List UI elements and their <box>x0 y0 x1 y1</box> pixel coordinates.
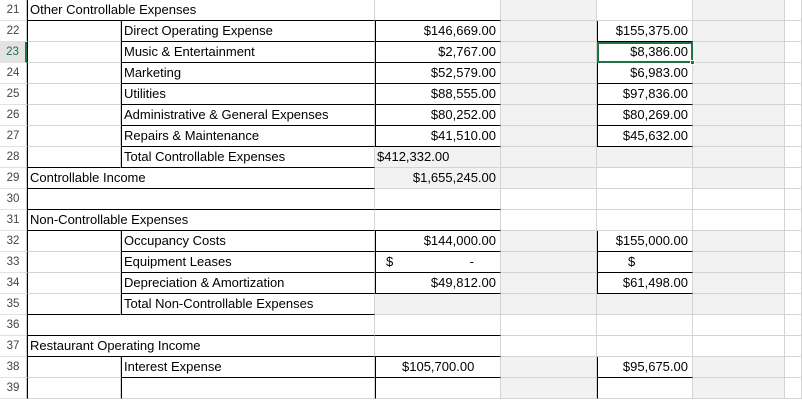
cell-f22[interactable] <box>693 21 785 42</box>
cell-a25[interactable] <box>27 84 121 105</box>
row-22 <box>27 21 802 42</box>
row-34 <box>27 273 802 294</box>
cell-b25[interactable]: Utilities <box>121 84 375 105</box>
fill-handle[interactable] <box>690 60 695 65</box>
row-26 <box>27 105 802 126</box>
row-29 <box>27 168 802 189</box>
cell-c27[interactable]: $41,510.00 <box>375 126 501 147</box>
row-28 <box>27 147 802 168</box>
cell-f34[interactable] <box>693 273 785 294</box>
cell-a36[interactable] <box>27 315 375 336</box>
cell-c29[interactable]: $1,655,245.00 <box>375 168 501 189</box>
row-header-38[interactable]: 38 <box>0 357 27 378</box>
cell-c33[interactable] <box>375 252 501 273</box>
row-header-22[interactable]: 22 <box>0 21 27 42</box>
cell-e26[interactable]: $80,269.00 <box>597 105 693 126</box>
cell-c34[interactable]: $49,812.00 <box>375 273 501 294</box>
cell-e29[interactable] <box>597 168 693 189</box>
cell-d29[interactable] <box>501 168 597 189</box>
cell-a33[interactable] <box>27 252 121 273</box>
row-header-29[interactable]: 29 <box>0 168 27 189</box>
cell-e25[interactable]: $97,836.00 <box>597 84 693 105</box>
row-25 <box>27 84 802 105</box>
cell-g38[interactable] <box>785 357 802 378</box>
cell-e24[interactable]: $6,983.00 <box>597 63 693 84</box>
cell-g39[interactable] <box>785 378 802 399</box>
cell-d23[interactable] <box>501 42 597 63</box>
cell-f35[interactable] <box>693 294 785 315</box>
cell-c28[interactable]: $412,332.00 <box>375 147 501 168</box>
cell-g34[interactable] <box>785 273 802 294</box>
row-header-39[interactable]: 39 <box>0 378 27 399</box>
cell-d38[interactable] <box>501 357 597 378</box>
cell-g21[interactable] <box>785 0 802 21</box>
row-37 <box>27 336 802 357</box>
row-header-21[interactable]: 21 <box>0 0 27 21</box>
row-21 <box>27 0 802 21</box>
cell-e23-selected[interactable]: $8,386.00 <box>597 42 693 63</box>
cell-e32[interactable]: $155,000.00 <box>597 231 693 252</box>
section-label: Controllable Income <box>30 170 146 185</box>
cell-e30[interactable] <box>597 189 693 210</box>
cell-d36[interactable] <box>501 315 597 336</box>
cell-g28[interactable] <box>785 147 802 168</box>
cell-g26[interactable] <box>785 105 802 126</box>
cell-c25[interactable]: $88,555.00 <box>375 84 501 105</box>
cell-a24[interactable] <box>27 63 121 84</box>
cell-a34[interactable] <box>27 273 121 294</box>
cell-f27[interactable] <box>693 126 785 147</box>
cell-f25[interactable] <box>693 84 785 105</box>
cell-e28[interactable] <box>597 147 693 168</box>
cell-b35[interactable]: Total Non-Controllable Expenses <box>121 294 375 315</box>
cell-a30[interactable] <box>27 189 375 210</box>
cell-e21[interactable] <box>597 0 693 21</box>
cell-d21[interactable] <box>501 0 597 21</box>
cell-e39[interactable] <box>597 378 693 399</box>
cell-d39[interactable] <box>501 378 597 399</box>
cell-a28[interactable] <box>27 147 121 168</box>
cell-b22[interactable]: Direct Operating Expense <box>121 21 375 42</box>
cell-a37[interactable] <box>27 336 375 357</box>
cell-f38[interactable] <box>693 357 785 378</box>
cell-c35[interactable] <box>375 294 501 315</box>
cell-e36[interactable] <box>597 315 693 336</box>
cell-f21[interactable] <box>693 0 785 21</box>
row-header-35[interactable]: 35 <box>0 294 27 315</box>
cell-b28[interactable]: Total Controllable Expenses <box>121 147 375 168</box>
row-35 <box>27 294 802 315</box>
cell-c22[interactable]: $146,669.00 <box>375 21 501 42</box>
section-label: Restaurant Operating Income <box>30 338 201 353</box>
currency-symbol: $ <box>386 254 394 269</box>
cell-c39[interactable] <box>375 378 501 399</box>
cell-d32[interactable] <box>501 231 597 252</box>
cell-b27[interactable]: Repairs & Maintenance <box>121 126 375 147</box>
cell-g33[interactable] <box>785 252 802 273</box>
cell-e35[interactable] <box>597 294 693 315</box>
cell-a22[interactable] <box>27 21 121 42</box>
row-header-37[interactable]: 37 <box>0 336 27 357</box>
cell-a29[interactable] <box>27 168 375 189</box>
cell-f30[interactable] <box>693 189 785 210</box>
cell-a26[interactable] <box>27 105 121 126</box>
cell-f39[interactable] <box>693 378 785 399</box>
zero-dash: - <box>469 254 474 269</box>
cell-d34[interactable] <box>501 273 597 294</box>
cell-f32[interactable] <box>693 231 785 252</box>
row-header-33[interactable]: 33 <box>0 252 27 273</box>
cell-c21[interactable] <box>375 0 501 21</box>
cell-a39[interactable] <box>27 378 121 399</box>
cell-b33[interactable]: Equipment Leases <box>121 252 375 273</box>
cell-d35[interactable] <box>501 294 597 315</box>
row-header-25[interactable]: 25 <box>0 84 27 105</box>
cell-g36[interactable] <box>785 315 802 336</box>
cell-c30[interactable] <box>375 189 501 210</box>
cell-b39[interactable] <box>121 378 375 399</box>
cell-f36[interactable] <box>693 315 785 336</box>
cell-a38[interactable] <box>27 357 121 378</box>
row-23 <box>27 42 802 63</box>
cell-d28[interactable] <box>501 147 597 168</box>
row-header-31[interactable]: 31 <box>0 210 27 231</box>
row-header-28[interactable]: 28 <box>0 147 27 168</box>
cell-d30[interactable] <box>501 189 597 210</box>
cell-g25[interactable] <box>785 84 802 105</box>
row-36 <box>27 315 802 336</box>
row-header-36[interactable]: 36 <box>0 315 27 336</box>
row-header-34[interactable]: 34 <box>0 273 27 294</box>
cell-f29[interactable] <box>693 168 785 189</box>
cell-f26[interactable] <box>693 105 785 126</box>
cell-b32[interactable]: Occupancy Costs <box>121 231 375 252</box>
cell-a32[interactable] <box>27 231 121 252</box>
currency-symbol: $ <box>628 254 636 269</box>
row-33 <box>27 252 802 273</box>
cell-a21[interactable] <box>27 0 375 21</box>
cell-c31[interactable] <box>375 210 501 231</box>
cell-g31[interactable] <box>785 210 802 231</box>
cell-g24[interactable] <box>785 63 802 84</box>
cell-g37[interactable] <box>785 336 802 357</box>
cell-e34[interactable]: $61,498.00 <box>597 273 693 294</box>
cell-g30[interactable] <box>785 189 802 210</box>
cell-g32[interactable] <box>785 231 802 252</box>
cell-d37[interactable] <box>501 336 597 357</box>
row-header-27[interactable]: 27 <box>0 126 27 147</box>
cell-d25[interactable] <box>501 84 597 105</box>
cell-b26[interactable]: Administrative & General Expenses <box>121 105 375 126</box>
section-label: Non-Controllable Expenses <box>30 212 189 227</box>
cell-e27[interactable]: $45,632.00 <box>597 126 693 147</box>
cell-e38[interactable]: $95,675.00 <box>597 357 693 378</box>
cell-g35[interactable] <box>785 294 802 315</box>
row-header-32[interactable]: 32 <box>0 231 27 252</box>
row-header-30[interactable]: 30 <box>0 189 27 210</box>
cell-d26[interactable] <box>501 105 597 126</box>
row-32 <box>27 231 802 252</box>
cell-f33[interactable] <box>693 252 785 273</box>
cell-a31[interactable] <box>27 210 375 231</box>
row-27 <box>27 126 802 147</box>
cell-g23[interactable] <box>785 42 802 63</box>
cell-c37[interactable] <box>375 336 501 357</box>
cell-f24[interactable] <box>693 63 785 84</box>
cell-d31[interactable] <box>501 210 597 231</box>
cell-d24[interactable] <box>501 63 597 84</box>
cell-a23[interactable] <box>27 42 121 63</box>
cell-b34[interactable]: Depreciation & Amortization <box>121 273 375 294</box>
cell-c24[interactable]: $52,579.00 <box>375 63 501 84</box>
row-24 <box>27 63 802 84</box>
cell-c32[interactable]: $144,000.00 <box>375 231 501 252</box>
row-31 <box>27 210 802 231</box>
row-30 <box>27 189 802 210</box>
row-header-26[interactable]: 26 <box>0 105 27 126</box>
row-header-24[interactable]: 24 <box>0 63 27 84</box>
cell-d33[interactable] <box>501 252 597 273</box>
cell-g22[interactable] <box>785 21 802 42</box>
cell-a35[interactable] <box>27 294 121 315</box>
cell-c26[interactable]: $80,252.00 <box>375 105 501 126</box>
cell-b24[interactable]: Marketing <box>121 63 375 84</box>
cell-c23[interactable]: $2,767.00 <box>375 42 501 63</box>
cell-b38[interactable]: Interest Expense <box>121 357 375 378</box>
cell-f28[interactable] <box>693 147 785 168</box>
cell-g27[interactable] <box>785 126 802 147</box>
cell-e37[interactable] <box>597 336 693 357</box>
cell-f37[interactable] <box>693 336 785 357</box>
cell-d22[interactable] <box>501 21 597 42</box>
cell-e22[interactable]: $155,375.00 <box>597 21 693 42</box>
cell-c36[interactable] <box>375 315 501 336</box>
row-38 <box>27 357 802 378</box>
section-label: Other Controllable Expenses <box>30 2 197 17</box>
cell-e33[interactable] <box>597 252 693 273</box>
cell-c38[interactable]: $105,700.00 <box>375 357 501 378</box>
cell-d27[interactable] <box>501 126 597 147</box>
cell-a27[interactable] <box>27 126 121 147</box>
cell-b23[interactable]: Music & Entertainment <box>121 42 375 63</box>
cell-f23[interactable] <box>693 42 785 63</box>
row-39 <box>27 378 802 399</box>
cell-f31[interactable] <box>693 210 785 231</box>
row-header-23[interactable]: 23 <box>0 42 27 63</box>
cell-e31[interactable] <box>597 210 693 231</box>
cell-g29[interactable] <box>785 168 802 189</box>
